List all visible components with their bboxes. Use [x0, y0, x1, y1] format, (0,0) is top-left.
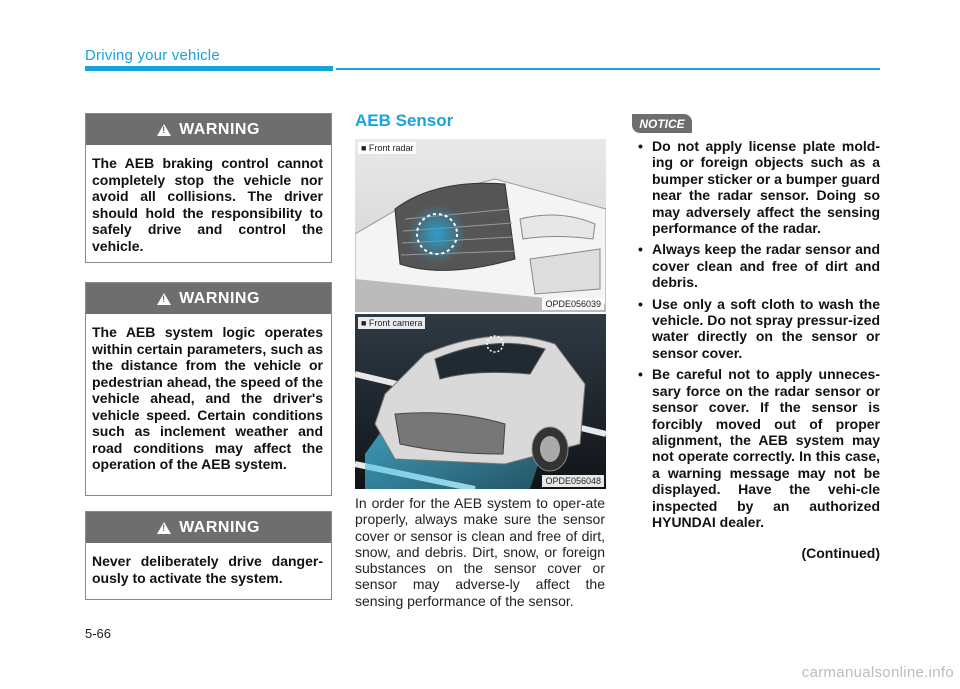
notice-list	[632, 138, 880, 535]
figure-label: ■ Front radar	[358, 142, 416, 154]
notice-item	[632, 296, 880, 362]
aeb-sensor-body: In order for the AEB system to oper-ate properly, always make sure the sensor cover or sensor is clean and free of dirt, snow, and debris. Dirt, snow, or foreign substances on the sensor cover or sensor may adverse-ly affect the sensing performance of the sensor.	[355, 495, 605, 609]
warning-triangle-icon	[157, 293, 171, 305]
front-camera-figure	[355, 314, 606, 489]
front-radar-illustration	[355, 139, 606, 312]
bullet-icon: •	[638, 295, 643, 312]
warning-header	[86, 512, 331, 543]
notice-badge: NOTICE	[632, 114, 692, 133]
warning-box-1	[85, 113, 332, 263]
aeb-sensor-title: AEB Sensor	[355, 111, 454, 130]
notice-item-text: Be careful not to apply unneces-sary force on the radar sensor or sensor cover. If the sensor is forcibly moved out of proper alignment, the AEB system may not operate correctly. In this case, a warning message may not be displayed. Have the vehi-cle inspected by an authorized HYUNDAI dealer.	[652, 366, 880, 530]
bullet-icon: •	[638, 138, 643, 154]
figure-label: ■ Front camera	[358, 317, 425, 329]
notice-item-text: Always keep the radar sensor and cover clean and free of dirt and debris.	[652, 241, 880, 291]
warning-triangle-icon	[157, 124, 171, 136]
section-title: Driving your vehicle	[85, 47, 220, 64]
page-number: 5-66	[85, 626, 112, 641]
warning-header	[86, 283, 331, 314]
warning-triangle-icon	[157, 522, 171, 534]
warning-box-3	[85, 511, 332, 600]
front-radar-figure	[355, 139, 606, 312]
continued-label: (Continued)	[801, 545, 880, 561]
warning-text: The AEB braking control cannot completely stop the vehicle nor avoid all collisions. The driver should hold the responsibility to safely drive and control the vehicle.	[92, 155, 323, 254]
warning-label: WARNING	[179, 120, 260, 138]
warning-label: WARNING	[179, 289, 260, 307]
front-camera-illustration	[355, 314, 606, 489]
warning-label: WARNING	[179, 518, 260, 536]
warning-box-2	[85, 282, 332, 496]
notice-item-text: Do not apply license plate mold-ing or foreign objects such as a bumper sticker or a bumper guard near the radar sensor. Doing so may adversely affect the sensing performance of the radar.	[652, 138, 880, 237]
notice-item	[632, 138, 880, 236]
warning-text: Never deliberately drive danger-ously to activate the system.	[92, 553, 323, 586]
figure-code: OPDE056048	[542, 475, 604, 487]
header-rule-thick	[85, 66, 333, 71]
notice-item	[632, 241, 880, 290]
header-rule-thin	[336, 68, 880, 70]
figure-code: OPDE056039	[542, 298, 604, 310]
bullet-icon: •	[638, 241, 643, 258]
watermark: carmanualsonline.info	[801, 664, 954, 681]
warning-header	[86, 114, 331, 145]
notice-item-text: Use only a soft cloth to wash the vehicle. Do not spray pressur-ized water directly on the sensor or sensor cover.	[652, 295, 880, 361]
bullet-icon: •	[638, 366, 643, 383]
notice-item	[632, 366, 880, 530]
warning-text: The AEB system logic operates within certain parameters, such as the distance from the vehicle or pedestrian ahead, the speed of the vehicle ahead, and the driver's vehicle speed. Certain conditions such as inclement weather and road conditions may affect the operation of the AEB system.	[92, 324, 323, 472]
